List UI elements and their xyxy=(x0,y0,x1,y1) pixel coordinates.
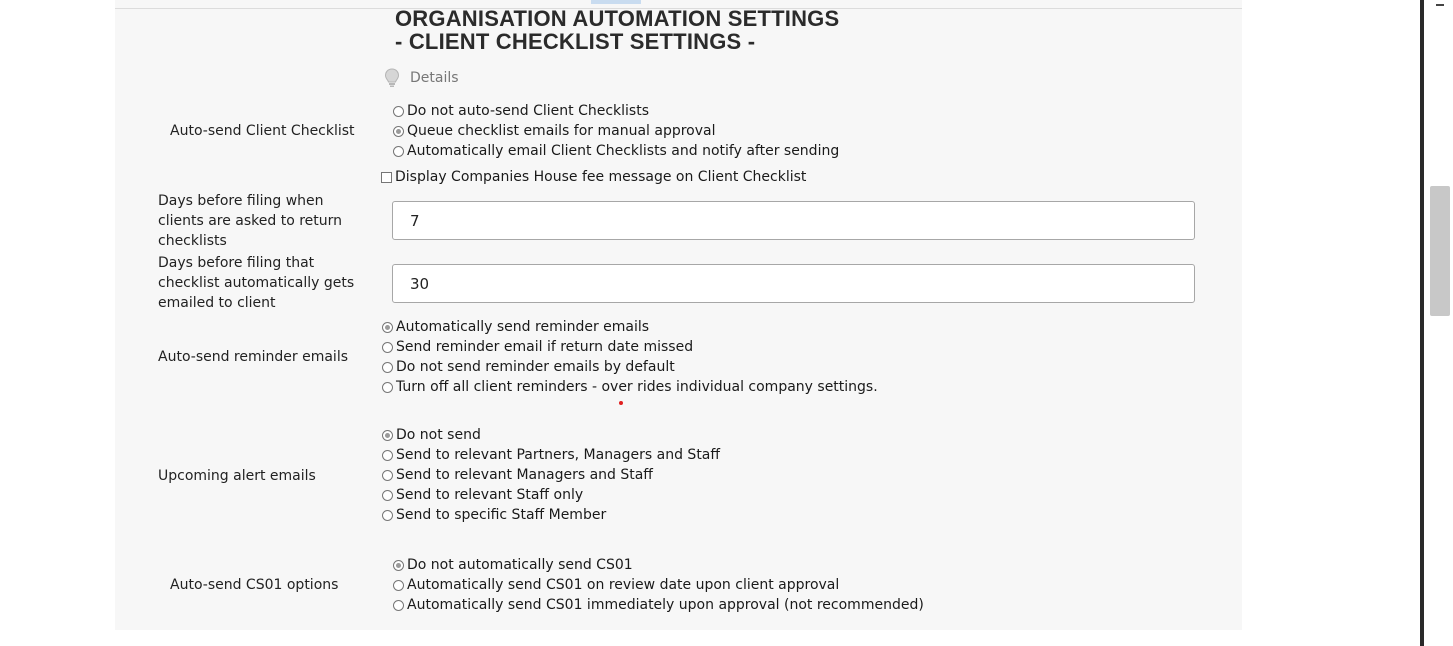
reminder-option-none[interactable] xyxy=(382,357,675,377)
radio-button[interactable] xyxy=(382,490,393,501)
days-email-input[interactable] xyxy=(392,264,1195,303)
fee-message-checkbox[interactable] xyxy=(381,172,392,183)
reminder-option-missed[interactable] xyxy=(382,337,693,357)
alert-option-managers[interactable] xyxy=(382,465,653,485)
checklist-option-queue[interactable] xyxy=(393,121,716,141)
reminder-option-off[interactable] xyxy=(382,377,878,397)
top-tab-highlight xyxy=(591,0,641,4)
days-return-label: Days before filing when clients are asked to return checklists xyxy=(158,193,343,249)
alert-option-specific[interactable] xyxy=(382,505,606,525)
option-label: Automatically send reminder emails xyxy=(396,319,650,335)
details-toggle[interactable] xyxy=(384,68,459,88)
days-email-label: Days before filing that checklist automatically gets emailed to client xyxy=(158,255,355,311)
alert-option-partners[interactable] xyxy=(382,445,720,465)
option-label: Do not auto-send Client Checklists xyxy=(407,103,650,119)
radio-button-selected[interactable] xyxy=(382,322,393,333)
page-title-line1: ORGANISATION AUTOMATION SETTINGS xyxy=(395,6,840,31)
option-label: Send to relevant Managers and Staff xyxy=(396,467,653,483)
reminder-option-auto[interactable] xyxy=(382,317,649,337)
radio-button[interactable] xyxy=(382,362,393,373)
details-label: Details xyxy=(410,70,459,86)
option-label: Send to relevant Partners, Managers and Staff xyxy=(396,447,721,463)
option-label: Send to specific Staff Member xyxy=(396,507,607,523)
radio-button[interactable] xyxy=(382,342,393,353)
radio-button[interactable] xyxy=(382,382,393,393)
radio-button[interactable] xyxy=(382,470,393,481)
checkbox-label: Display Companies House fee message on Client Checklist xyxy=(395,169,807,185)
cs01-label: Auto-send CS01 options xyxy=(170,577,339,593)
scrollbar-thumb[interactable] xyxy=(1430,186,1450,316)
checklist-option-auto[interactable] xyxy=(393,141,839,161)
lightbulb-icon xyxy=(384,68,400,88)
radio-button-selected[interactable] xyxy=(382,430,393,441)
alert-emails-label: Upcoming alert emails xyxy=(158,468,316,484)
red-dot-marker xyxy=(619,401,623,405)
radio-button-selected[interactable] xyxy=(393,126,404,137)
page-title-line2: - CLIENT CHECKLIST SETTINGS - xyxy=(395,29,756,54)
radio-button[interactable] xyxy=(393,106,404,117)
option-label: Send to relevant Staff only xyxy=(396,487,584,503)
option-label: Do not send reminder emails by default xyxy=(396,359,675,375)
cs01-option-none[interactable] xyxy=(393,555,633,575)
option-label: Do not automatically send CS01 xyxy=(407,557,633,573)
radio-button[interactable] xyxy=(393,146,404,157)
fee-message-checkbox-row[interactable] xyxy=(381,167,806,187)
alert-option-none[interactable] xyxy=(382,425,481,445)
radio-button[interactable] xyxy=(393,580,404,591)
cs01-option-immediate[interactable] xyxy=(393,595,924,615)
option-label: Do not send xyxy=(396,427,481,443)
option-label: Queue checklist emails for manual approval xyxy=(407,123,716,139)
days-return-input[interactable] xyxy=(392,201,1195,240)
checklist-option-none[interactable] xyxy=(393,101,649,121)
auto-send-checklist-label: Auto-send Client Checklist xyxy=(170,123,355,139)
option-label: Turn off all client reminders - over rides individual company settings. xyxy=(396,379,878,395)
window-edge xyxy=(1420,0,1424,646)
radio-button[interactable] xyxy=(393,600,404,611)
option-label: Send reminder email if return date missed xyxy=(396,339,694,355)
settings-panel xyxy=(115,0,1242,630)
radio-button[interactable] xyxy=(382,450,393,461)
option-label: Automatically email Client Checklists and notify after sending xyxy=(407,143,840,159)
radio-button-selected[interactable] xyxy=(393,560,404,571)
alert-option-staff[interactable] xyxy=(382,485,583,505)
option-label: Automatically send CS01 immediately upon approval (not recommended) xyxy=(407,597,924,613)
radio-button[interactable] xyxy=(382,510,393,521)
cs01-option-review[interactable] xyxy=(393,575,839,595)
reminder-emails-label: Auto-send reminder emails xyxy=(158,349,349,365)
option-label: Automatically send CS01 on review date upon client approval xyxy=(407,577,840,593)
scroll-up-icon[interactable] xyxy=(1436,0,1444,6)
